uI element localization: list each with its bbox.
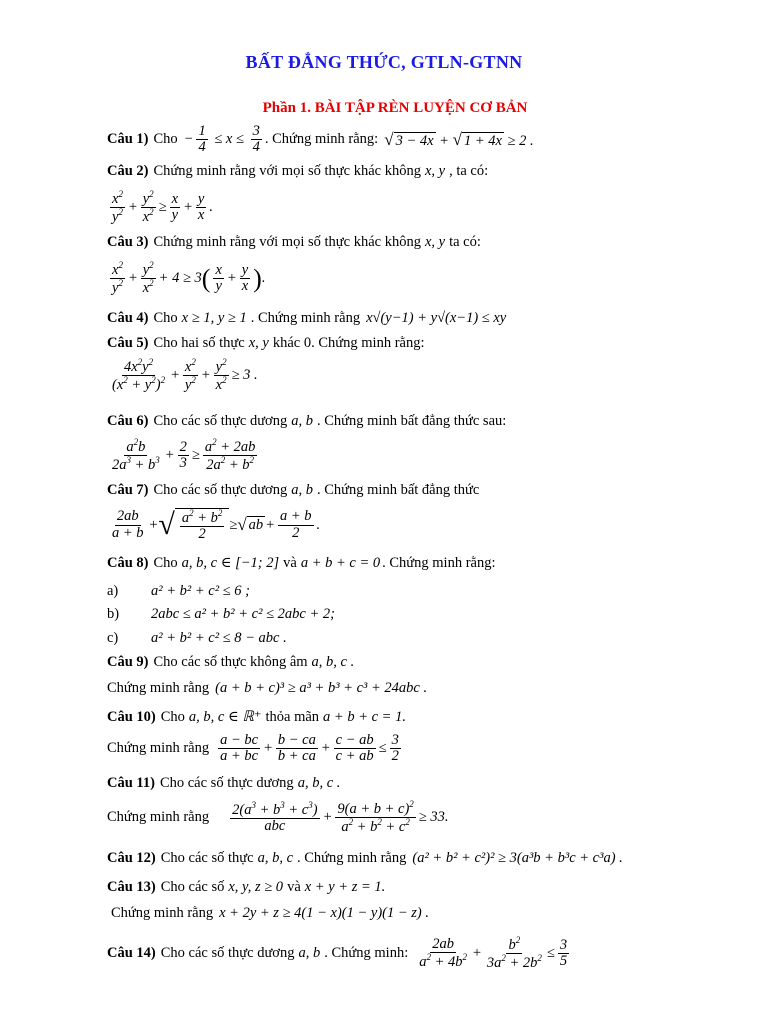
problem-text: Chứng minh rằng <box>107 809 210 826</box>
problem-9: Câu 9) Cho các số thực không âm a, b, c . <box>107 654 355 670</box>
sub-label: a) <box>107 583 119 599</box>
math-expression: x + 2y + z ≥ 4(1 − x)(1 − y)(1 − z) . <box>219 905 429 921</box>
problem-text: và <box>283 555 297 571</box>
sub-problem-a <box>107 583 250 600</box>
math-vars: a, b <box>298 945 321 962</box>
problem-5 <box>107 335 425 352</box>
problem-13-claim <box>111 905 429 922</box>
problem-text: . Chứng minh rằng: <box>382 555 496 571</box>
problem-7 <box>107 482 479 499</box>
problem-11-claim <box>107 800 449 835</box>
problem-11 <box>107 775 340 792</box>
math-expression: $a^2b$ $2a^3 + b^3$ + 2 3 ≥ $a^2 + 2ab$ $2a^2 + b^2$ <box>112 437 256 473</box>
problem-text: Cho các số thực dương <box>159 775 294 791</box>
problem-text: Cho các số thực dương <box>153 482 288 498</box>
problem-text: . Chứng minh bất đẳng thức <box>316 482 480 498</box>
problem-text: Cho <box>153 310 178 326</box>
math-vars: a, b <box>291 482 313 498</box>
math-expression: a² + b² + c² ≤ 8 − abc . <box>151 630 287 646</box>
problem-label: Câu 2) <box>107 163 149 179</box>
problem-text: . Chứng minh bất đẳng thức sau: <box>316 413 507 429</box>
problem-label: Câu 8) <box>107 555 149 571</box>
math-expression: $\frac{2ab}{a^2 + 4b^2}$ + $\frac{b^2}{3a^2 + 2b^2}$ ≤ $\frac{3}{5}$ <box>419 935 568 971</box>
problem-text: , ta có: <box>449 163 489 179</box>
problem-text: Chứng minh rằng <box>107 680 210 696</box>
problem-label: Câu 5) <box>107 335 149 351</box>
problem-label: Câu 10) <box>107 709 156 725</box>
math-condition: a, b, c ∈ ℝ⁺ <box>188 709 262 725</box>
math-expression: $x^2$ $y^2$ + $y^2$ $x^2$ ≥ x y + y x . <box>112 189 213 225</box>
problem-text: Cho <box>153 555 178 571</box>
problem-text: . Chứng minh rằng: <box>264 131 379 148</box>
problem-text: Chứng minh rằng với mọi số thực khác không <box>153 163 421 179</box>
problem-text: . Chứng minh rằng <box>250 310 361 326</box>
problem-label: Câu 13) <box>107 879 156 895</box>
problem-label: Câu 1) <box>107 131 149 148</box>
math-expression: √ 3 − 4x + √ 1 + 4x ≥ 2 . <box>384 129 534 149</box>
math-condition: a, b, c ∈ [−1; 2] <box>181 555 280 571</box>
problem-text: Cho hai số thực <box>153 335 245 351</box>
problem-13 <box>107 879 385 896</box>
math-expression: 2ab a + b + √ $\frac{a^2 + b^2}{2}$ ≥ √ ab + a + b 2 . <box>112 508 321 543</box>
problem-text: Cho các số thực dương <box>153 413 288 429</box>
math-expression: x√(y−1) + y√(x−1) ≤ xy <box>366 310 507 326</box>
problem-text: Cho các số thực dương <box>160 945 295 962</box>
problem-label: Câu 9) <box>107 654 149 670</box>
math-expression: − $\frac{1}{4}$ ≤ x ≤ $\frac{3}{4}$ <box>183 123 260 156</box>
problem-10-claim <box>107 733 404 764</box>
problem-1 <box>107 124 534 155</box>
math-expression: $2(a^3 + b^3 + c^3)$ abc + $\frac{9(a + b + c)^2}{a^2 + b^2 + c^2}$ ≥ 33. <box>232 799 449 835</box>
math-expression: 2abc ≤ a² + b² + c² ≤ 2abc + 2; <box>151 606 335 622</box>
problem-text: . Chứng minh rằng <box>297 850 407 866</box>
problem-text: ta có: <box>449 234 481 250</box>
math-vars: a, b, c <box>257 850 294 866</box>
problem-4 <box>107 310 506 327</box>
problem-text: Chứng minh rằng với mọi số thực khác không <box>153 234 421 250</box>
math-condition: x ≥ 1, y ≥ 1 <box>181 310 247 326</box>
problem-label: Câu 6) <box>107 413 149 429</box>
problem-3 <box>107 234 481 251</box>
math-vars: x, y <box>248 335 269 351</box>
math-vars: a, b, c . <box>297 775 341 791</box>
problem-10 <box>107 709 406 726</box>
problem-label: Câu 11) <box>107 775 155 791</box>
math-condition: a + b + c = 0 <box>300 555 381 571</box>
math-expression: $4x^2y^2$ $(x^2 + y^2)^2$ + $x^2$ $y^2$ + $y^2$ $x^2$ ≥ 3 . <box>112 357 258 393</box>
math-condition: a + b + c = 1. <box>323 709 406 725</box>
problem-text: thỏa mãn <box>265 709 320 725</box>
problem-text: khác 0. Chứng minh rằng: <box>272 335 425 351</box>
math-vars: a, b, c <box>311 654 347 670</box>
problem-text: . Chứng minh: <box>324 945 409 962</box>
problem-label: Câu 12) <box>107 850 156 866</box>
problem-text: Chứng minh rằng <box>111 905 214 921</box>
problem-6 <box>107 413 506 430</box>
math-condition: x + y + z = 1. <box>304 879 386 895</box>
problem-text: Cho các số <box>160 879 225 895</box>
problem-text: Cho các số thực không âm <box>153 654 308 670</box>
math-expression: $\frac{a - bc}{a + bc}$ + $\frac{b - ca}{b + ca}$ + $\frac{c - ab}{c + ab}$ ≤ $\frac{3}{2}$ <box>220 732 399 765</box>
problem-text: Cho các số thực <box>160 850 254 866</box>
problem-14 <box>107 936 572 971</box>
page-title: BẤT ĐẲNG THỨC, GTLN-GTNN <box>245 52 523 72</box>
sub-problem-b <box>107 606 335 623</box>
math-expression: (a² + b² + c²)² ≥ 3(a³b + b³c + c³a) . <box>412 850 623 866</box>
problem-label: Câu 14) <box>107 945 156 962</box>
problem-8 <box>107 555 496 572</box>
math-expression: $x^2$ $y^2$ + $y^2$ $x^2$ + 4 ≥ 3 ( x y + y x ) . <box>112 260 266 296</box>
problem-text: Cho <box>160 709 185 725</box>
problem-text: và <box>287 879 301 895</box>
math-vars: a, b <box>291 413 313 429</box>
math-expression: a² + b² + c² ≤ 6 ; <box>151 583 250 599</box>
sub-label: b) <box>107 606 120 622</box>
math-condition: x, y, z ≥ 0 <box>228 879 284 895</box>
math-expression: (a + b + c)³ ≥ a³ + b³ + c³ + 24abc . <box>215 680 428 696</box>
problem-9-claim <box>107 680 427 697</box>
sub-label: c) <box>107 630 119 646</box>
sub-problem-c <box>107 630 287 647</box>
problem-label: Câu 3) <box>107 234 149 250</box>
problem-label: Câu 4) <box>107 310 149 326</box>
problem-text: Chứng minh rằng <box>107 740 210 757</box>
problem-12 <box>107 850 623 867</box>
math-vars: x, y <box>424 234 446 250</box>
math-vars: x, y <box>424 163 446 179</box>
problem-label: Câu 7) <box>107 482 149 498</box>
problem-text: Cho <box>153 131 178 148</box>
problem-2 <box>107 163 488 180</box>
section-heading: Phần 1. BÀI TẬP RÈN LUYỆN CƠ BẢN <box>262 100 528 116</box>
